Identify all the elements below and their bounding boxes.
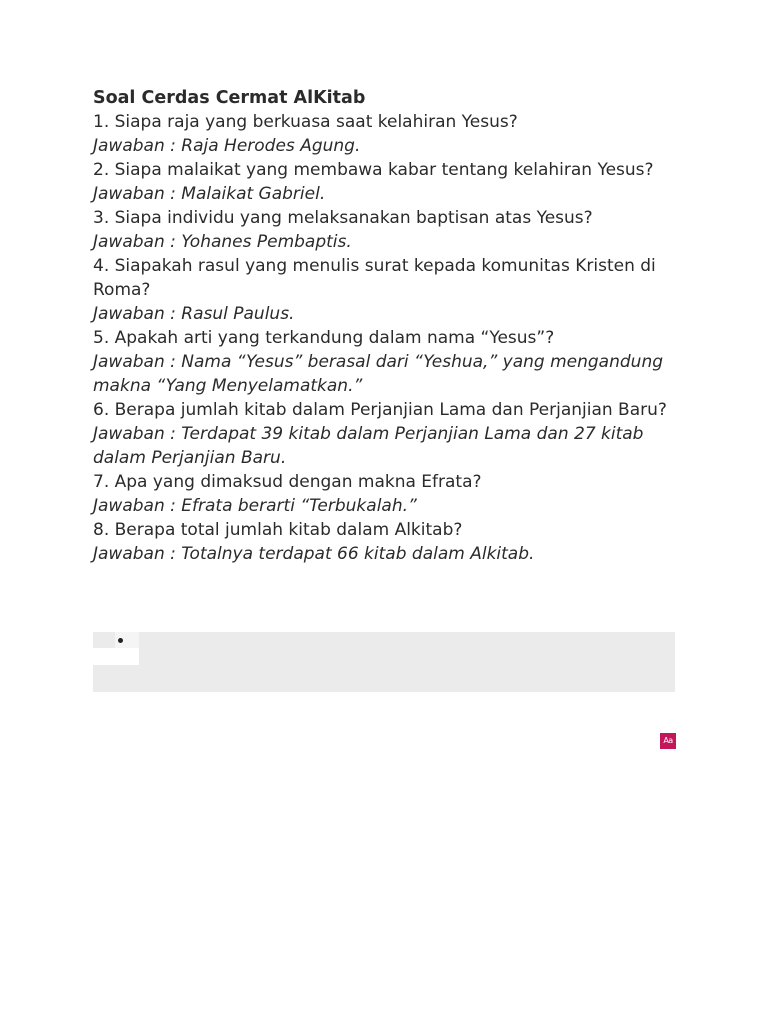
quiz-content — [93, 86, 683, 566]
answer-7: Jawaban : Efrata berarti “Terbukalah.” — [93, 496, 417, 516]
answer-2: Jawaban : Malaikat Gabriel. — [93, 184, 326, 204]
question-2: 2. Siapa malaikat yang membawa kabar tentang kelahiran Yesus? — [93, 160, 654, 180]
bullet-icon — [118, 638, 123, 643]
answer-3: Jawaban : Yohanes Pembaptis. — [93, 232, 352, 252]
answer-1: Jawaban : Raja Herodes Agung. — [93, 136, 361, 156]
question-7: 7. Apa yang dimaksud dengan makna Efrata? — [93, 472, 482, 492]
answer-4: Jawaban : Rasul Paulus. — [93, 304, 295, 324]
question-4: 4. Siapakah rasul yang menulis surat kepada komunitas Kristen di Roma? — [93, 256, 656, 300]
placeholder-tab — [93, 648, 139, 665]
ad-placeholder-box — [93, 632, 675, 692]
answer-8: Jawaban : Totalnya terdapat 66 kitab dalam Alkitab. — [93, 544, 535, 564]
question-5: 5. Apakah arti yang terkandung dalam nama “Yesus”? — [93, 328, 555, 348]
question-1: 1. Siapa raja yang berkuasa saat kelahiran Yesus? — [93, 112, 518, 132]
text-format-icon[interactable]: Aa — [660, 733, 676, 749]
question-8: 8. Berapa total jumlah kitab dalam Alkitab? — [93, 520, 463, 540]
document-title: Soal Cerdas Cermat AlKitab — [93, 88, 366, 108]
answer-5: Jawaban : Nama “Yesus” berasal dari “Yeshua,” yang mengandung makna “Yang Menyelamatkan.” — [93, 352, 664, 396]
answer-6: Jawaban : Terdapat 39 kitab dalam Perjanjian Lama dan 27 kitab dalam Perjanjian Baru. — [93, 424, 644, 468]
question-3: 3. Siapa individu yang melaksanakan baptisan atas Yesus? — [93, 208, 593, 228]
question-6: 6. Berapa jumlah kitab dalam Perjanjian Lama dan Perjanjian Baru? — [93, 400, 667, 420]
